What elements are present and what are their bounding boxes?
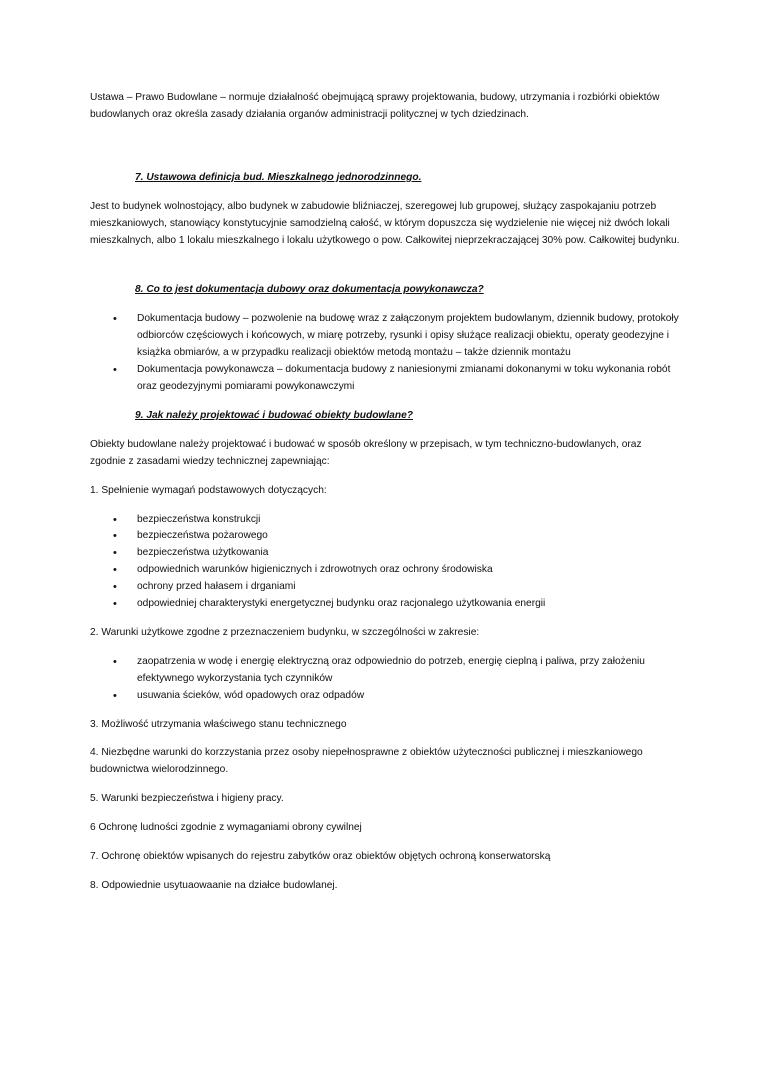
section-9-intro: Obiekty budowlane należy projektować i budować w sposób określony w przepisach, w tym techniczno-budowlanych, oraz zgodnie z zasadami wiedzy technicznej zapewniając:	[90, 438, 642, 467]
list-item: • bezpieczeństwa użytkowania	[90, 545, 680, 562]
list-item: • ochrony przed hałasem i drganiami	[90, 579, 680, 596]
intro-paragraph: Ustawa – Prawo Budowlane – normuje działalność obejmującą sprawy projektowania, budowy, utrzymania i rozbiórki obiektów budowlanych oraz określa zasady działania organów administracji politycznej w tych dziedzinach.	[90, 92, 660, 120]
list-item: • odpowiednich warunków higienicznych i zdrowotnych oraz ochrony środowiska	[90, 562, 680, 579]
point-2-list	[90, 654, 680, 705]
section-8-heading: 8. Co to jest dokumentacja dubowy oraz dokumentacja powykonawcza?	[135, 284, 484, 296]
list-item: • bezpieczeństwa pożarowego	[90, 528, 680, 545]
point-5: 5. Warunki bezpieczeństwa i higieny pracy.	[90, 793, 284, 805]
list-item: • odpowiedniej charakterystyki energetycznej budynku oraz racjonalego użytkowania energii	[90, 596, 680, 613]
list-item: • usuwania ścieków, wód opadowych oraz odpadów	[90, 688, 680, 705]
list-item: • Dokumentacja budowy – pozwolenie na budowę wraz z załączonym projektem budowlanym, dziennik budowy, protokoły odbiorców częściowych i końcowych, w miarę potrzeby, rysunki i opisy służące realizacji obiektu, operaty geodezyjne i książka obmiarów, a w przypadku realizacji obiektów metodą montażu – także dziennik montażu	[90, 311, 680, 362]
section-7-body: Jest to budynek wolnostojący, albo budynek w zabudowie bliźniaczej, szeregowej lub grupowej, służący zaspokajaniu potrzeb mieszkaniowych, stanowiący konstytucyjnie samodzielną całość, w którym dopuszcza się wydzielenie nie więcej niż dwóch lokali mieszkalnych, albo 1 lokalu mieszkalnego i lokalu użytkowego o pow. Całkowitej nieprzekraczającej 30% pow. Całkowitej budynku.	[90, 200, 680, 246]
list-item: • bezpieczeństwa konstrukcji	[90, 512, 680, 529]
section-8-list	[90, 311, 680, 396]
point-3: 3. Możliwość utrzymania właściwego stanu technicznego	[90, 718, 347, 730]
point-1-list	[90, 512, 680, 613]
list-item: • Dokumentacja powykonawcza – dokumentacja budowy z naniesionymi zmianami dokonanymi w toku wykonania robót oraz geodezyjnymi pomiarami powykonawczymi	[90, 362, 680, 396]
section-9-heading: 9. Jak należy projektować i budować obiekty budowlane?	[135, 409, 413, 421]
point-7: 7. Ochronę obiektów wpisanych do rejestru zabytków oraz obiektów objętych ochroną konserwatorską	[90, 851, 551, 863]
point-1: 1. Spełnienie wymagań podstawowych dotyczących:	[90, 484, 327, 496]
point-8: 8. Odpowiednie usytuaowaanie na działce budowlanej.	[90, 880, 338, 891]
point-2: 2. Warunki użytkowe zgodne z przeznaczeniem budynku, w szczególności w zakresie:	[90, 626, 480, 638]
point-4: 4. Niezbędne warunki do korzzystania przez osoby niepełnosprawne z obiektów użyteczności publicznej i mieszkaniowego budownictwa wielorodzinnego.	[90, 747, 643, 776]
list-item: • zaopatrzenia w wodę i energię elektryczną oraz odpowiednio do potrzeb, energię cieplną i paliwa, przy założeniu efektywnego wykorzystania tych czynników	[90, 654, 680, 688]
point-6: 6 Ochronę ludności zgodnie z wymaganiami obrony cywilnej	[90, 822, 362, 834]
section-7-heading: 7. Ustawowa definicja bud. Mieszkalnego jednorodzinnego.	[135, 171, 422, 183]
